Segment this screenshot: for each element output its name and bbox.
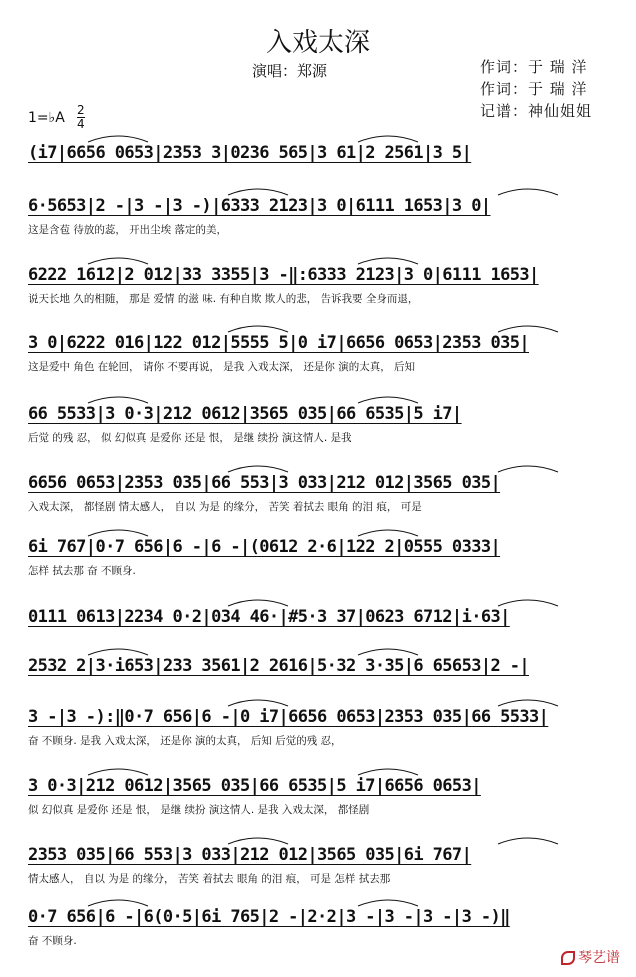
slur-marks <box>28 642 612 656</box>
slur <box>498 838 558 844</box>
slur-marks <box>28 762 612 776</box>
composer-credit: 作词：于 瑞 洋 <box>480 80 588 98</box>
lyric-line: 入戏太深， 都怪剧 情太感人， 自以 为是 的缘分， 苦笑 着拭去 眼角 的泪 痕， 可是 <box>28 501 422 513</box>
notation-line: 3 0|6222 016|122 012|5555 5|0 i7|6656 0653|2353 035| <box>28 333 530 353</box>
slur <box>498 326 558 332</box>
slur <box>358 136 418 142</box>
song-title: 入戏太深 <box>265 28 370 58</box>
key-signature: 1=♭A <box>28 110 65 126</box>
slur-marks <box>28 693 612 707</box>
slur-marks <box>28 390 612 404</box>
lyric-line: 后觉 的残 忍， 似 幻似真 是爱你 还是 恨， 是继 续扮 演这情人. 是我 <box>28 432 352 444</box>
notation-line: 6i 767|0·7 656|6 -|6 -|(0612 2·6|122 2|0555 0333| <box>28 537 501 557</box>
slur <box>228 466 288 472</box>
singer-credit: 演唱：郑源 <box>252 62 328 80</box>
slur <box>88 258 148 264</box>
slur <box>498 700 558 706</box>
slur-marks <box>28 523 612 537</box>
slur <box>228 326 288 332</box>
notation-line: 2532 2|3·i653|233 3561|2 2616|5·32 3·35|6 65653|2 -| <box>28 656 530 676</box>
slur <box>358 900 418 906</box>
lyric-line: 这是含苞 待放的蕊， 开出尘埃 落定的美， <box>28 224 228 236</box>
notation-line: 6656 0653|2353 035|66 553|3 033|212 012|3565 035| <box>28 473 501 493</box>
notation-line: 6·5653|2 -|3 -|3 -)|6333 2123|3 0|6111 1653|3 0| <box>28 196 491 216</box>
slur <box>498 600 558 606</box>
slur <box>228 600 288 606</box>
lyric-line: 怎样 拭去那 奋 不顾身. <box>28 565 136 577</box>
time-signature-top: 2 <box>77 103 85 117</box>
slur-marks <box>28 593 612 607</box>
lyric-line: 奋 不顾身. 是我 入戏太深， 还是你 演的太真， 后知 后觉的残 忍， <box>28 735 342 747</box>
slur-marks <box>28 831 612 845</box>
notation-line: 66 5533|3 0·3|212 0612|3565 035|66 6535|5 i7| <box>28 404 462 424</box>
notation-line: (i7|6656 0653|2353 3|0236 565|3 61|2 2561|3 5| <box>28 143 472 163</box>
logo-icon <box>561 951 575 965</box>
slur-marks <box>28 893 612 907</box>
slur <box>228 189 288 195</box>
notation-line: 3 -|3 -):‖0·7 656|6 -|0 i7|6656 0653|2353 035|66 5533| <box>28 707 549 727</box>
slur <box>358 258 418 264</box>
slur <box>358 397 418 403</box>
transcriber-credit: 记谱：神仙姐姐 <box>480 102 593 120</box>
logo-text: 琴艺谱 <box>578 950 620 966</box>
slur <box>358 530 418 536</box>
slur <box>358 649 418 655</box>
lyric-line: 情太感人， 自以 为是 的缘分， 苦笑 着拭去 眼角 的泪 痕， 可是 怎样 拭去那 <box>28 873 391 885</box>
slur-marks <box>28 319 612 333</box>
notation-line: 2353 035|66 553|3 033|212 012|3565 035|6i 767| <box>28 845 472 865</box>
slur-marks <box>28 459 612 473</box>
slur-marks <box>28 182 612 196</box>
lyric-line: 似 幻似真 是爱你 还是 恨， 是继 续扮 演这情人. 是我 入戏太深， 都怪剧 <box>28 804 370 816</box>
lyricist-credit: 作词：于 瑞 洋 <box>480 58 588 76</box>
slur-marks <box>28 129 612 143</box>
slur-marks <box>28 251 612 265</box>
notation-line: 3 0·3|212 0612|3565 035|66 6535|5 i7|6656 0653| <box>28 776 481 796</box>
lyric-line: 奋 不顾身. <box>28 935 77 947</box>
slur <box>498 466 558 472</box>
slur <box>228 700 288 706</box>
slur <box>88 136 148 142</box>
slur <box>228 838 288 844</box>
notation-line: 0·7 656|6 -|6(0·5|6i 765|2 -|2·2|3 -|3 -|3 -|3 -)‖ <box>28 907 510 927</box>
time-signature <box>77 104 85 131</box>
notation-line: 0111 0613|2234 0·2|034 46·|#5·3 37|0623 6712|i·63| <box>28 607 510 627</box>
slur <box>88 900 148 906</box>
logo <box>561 947 620 967</box>
notation-line: 6222 1612|2 012|33 3355|3 -‖:6333 2123|3 0|6111 1653| <box>28 265 539 285</box>
slur <box>88 649 148 655</box>
slur <box>88 769 148 775</box>
slur <box>88 397 148 403</box>
slur <box>88 530 148 536</box>
slur <box>358 769 418 775</box>
lyric-line: 这是爱中 角色 在轮回， 请你 不要再说， 是我 入戏太深， 还是你 演的太真， 后知 <box>28 361 416 373</box>
slur <box>498 189 558 195</box>
lyric-line: 说天长地 久的相随， 那是 爱情 的滋 味. 有种自欺 欺人的悲， 告诉我要 全身而退， <box>28 293 419 305</box>
time-signature-bottom: 4 <box>77 117 85 131</box>
